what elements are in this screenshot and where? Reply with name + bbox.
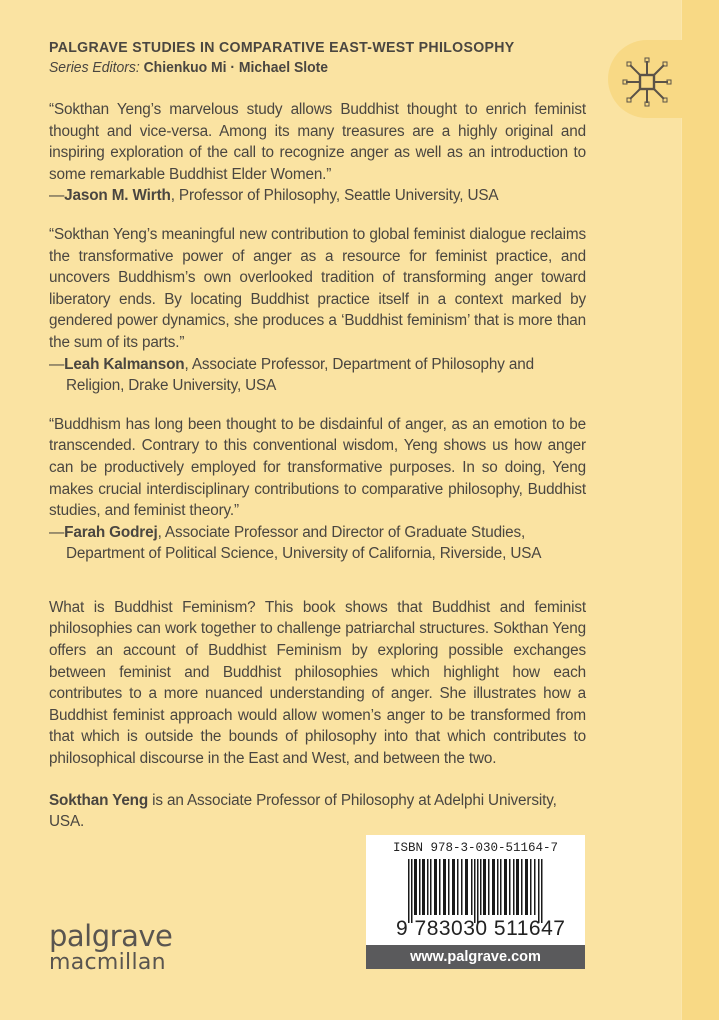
isbn-label: ISBN 978-3-030-51164-7 [392, 841, 559, 855]
endorsement-1 [49, 99, 586, 207]
series-editors-label: Series Editors: [49, 59, 140, 76]
publisher-url: www.palgrave.com [366, 945, 585, 969]
endorsement-quote: “Buddhism has long been thought to be disdainful of anger, as an emotion to be transcended. Contrary to this conventional wisdom, Yeng shows us how anger can be productively employed for transformative purposes. In so doing, Yeng makes crucial interdisciplinary contributions to comparative philosophy, Buddhist studies, and feminist theory.” [49, 415, 586, 520]
barcode-digits: 9 783030 511647 [396, 917, 566, 940]
endorser-name: Jason M. Wirth [64, 187, 171, 205]
endorser-affiliation: , Professor of Philosophy, Seattle University, USA [170, 187, 499, 205]
endorser-affiliation: , Associate Professor and Director of Graduate Studies, Department of Political Science, University of California, Riverside, USA [66, 523, 542, 563]
series-logo-tab [608, 40, 684, 118]
back-cover-content [49, 38, 586, 833]
dash: — [49, 523, 65, 541]
dash: — [49, 187, 65, 205]
network-square-icon [621, 56, 673, 108]
endorsement-attribution [49, 354, 586, 397]
series-title: PALGRAVE STUDIES IN COMPARATIVE EAST-WEST PHILOSOPHY [49, 39, 515, 56]
barcode-bars-icon [408, 859, 548, 923]
endorsement-quote: “Sokthan Yeng’s marvelous study allows Buddhist thought to enrich feminist thought and vice-versa. Among its many treasures are a highly original and inspiring exploration of the call to recognize anger as well as an introduction to some remarkable Buddhist Elder Women.” [49, 101, 586, 183]
series-editors [49, 58, 548, 78]
publisher-logo [49, 921, 172, 975]
dash: — [49, 355, 65, 373]
author-bio-text: is an Associate Professor of Philosophy at Adelphi University, USA. [49, 791, 557, 831]
spine-strip [681, 0, 719, 1020]
endorsement-attribution [49, 522, 586, 565]
endorsement-3 [49, 414, 586, 565]
author-name: Sokthan Yeng [49, 791, 149, 809]
publisher-logo-line1: palgrave [49, 919, 173, 953]
endorsement-quote: “Sokthan Yeng’s meaningful new contribution to global feminist dialogue reclaims the transformative power of anger as a resource for feminist practice, and uncovers Buddhism’s own overlooked tradition of transforming anger toward liberatory ends. By locating Buddhist practice itself in a context marked by gendered power dynamics, she produces a ‘Buddhist feminism’ that is more than the sum of its parts.” [49, 225, 586, 351]
endorser-name: Leah Kalmanson [64, 355, 185, 373]
endorser-name: Farah Godrej [64, 523, 158, 541]
author-bio [49, 790, 586, 833]
publisher-logo-line2: macmillan [49, 950, 166, 975]
endorser-affiliation: , Associate Professor, Department of Philosophy and Religion, Drake University, USA [66, 355, 534, 395]
endorsement-2 [49, 224, 586, 397]
series-editors-names: Chienkuo Mi · Michael Slote [143, 59, 329, 76]
book-blurb: What is Buddhist Feminism? This book shows that Buddhist and feminist philosophies can work together to challenge patriarchal structures. Sokthan Yeng offers an account of Buddhist Feminism by exploring possible exchanges between feminist and Buddhist philosophies which highlight how each contributes to a more nuanced understanding of anger. She illustrates how a Buddhist feminist approach would allow women’s anger to be transformed from that which is outside the bounds of philosophy into that which contributes to philosophical discourse in the East and West, and between the two. [49, 598, 586, 768]
isbn-barcode [366, 835, 585, 969]
endorsement-attribution [49, 185, 586, 207]
